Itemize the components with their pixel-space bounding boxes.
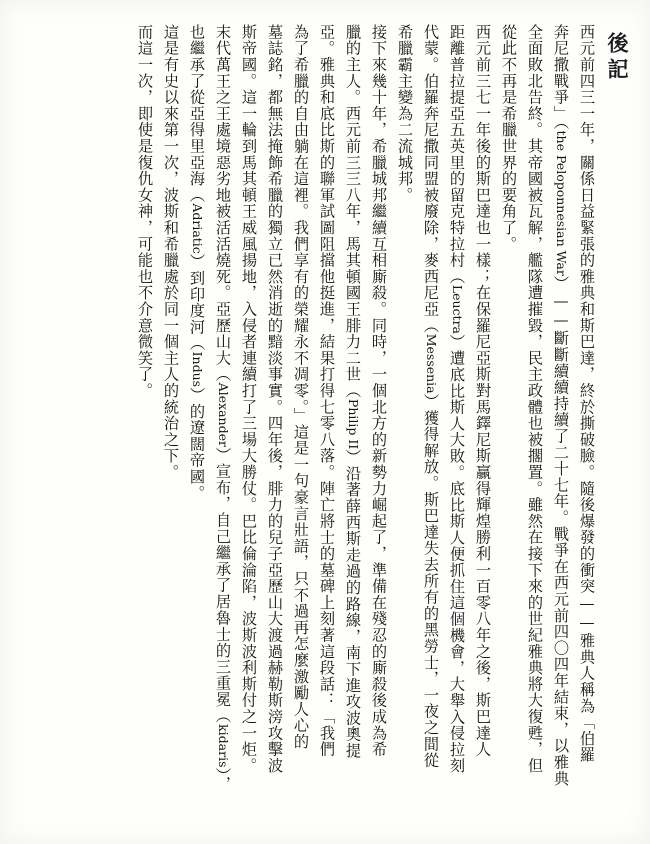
text-column: 代蒙。伯羅奔尼撒同盟被廢除，麥西尼亞（Messenia）獲得解放。斯巴達失去所有的黑勞士，一夜之間從	[422, 24, 440, 769]
inline-latin-term: Indus	[190, 351, 205, 388]
inline-latin-term: kidaris	[216, 724, 231, 768]
text-column: 奔尼撒戰爭」（the Peloponnesian War）——斷斷續續持續了二十七年。戰爭在西元前四〇四年結束，以雅典	[552, 24, 570, 787]
inline-latin-term: Alexander	[216, 382, 231, 447]
text-column: 臘的主人。西元前三三八年，馬其頓國王腓力二世（Philip II）沿著薛西斯走過的路線，南下進攻波奧提	[344, 24, 362, 759]
vertical-text-body	[16, 22, 634, 828]
text-column: 西元前三七一年後的斯巴達也一樣；在保羅尼亞斯對馬鐸尼斯贏得輝煌勝利一百零八年之後，斯巴達人	[474, 24, 492, 758]
text-column: 這是有史以來第一次，波斯和希臘處於同一個主人的統治之下。	[162, 24, 180, 481]
text-column: 末代萬王之王處境惡劣地被活活燒死。亞歷山大（Alexander）宣布，自己繼承了居魯士的三重冕（kidaris），	[214, 24, 232, 793]
text-column: 墓誌銘，都無法掩飾希臘的獨立已然消逝的黯淡事實。四年後，腓力的兒子亞歷山大渡過赫勒斯滂攻擊波	[266, 24, 284, 774]
inline-latin-term: Messenia	[424, 333, 439, 394]
inline-latin-term: Adriatic	[190, 203, 205, 254]
inline-latin-term: Philip II	[346, 398, 361, 450]
text-column: 西元前四三一年，關係日益緊張的雅典和斯巴達，終於撕破臉。隨後爆發的衝突——雅典人稱為「伯羅	[578, 24, 596, 764]
inline-latin-term: Leuctra	[450, 284, 465, 335]
text-column: 希臘霸主變為二流城邦。	[396, 24, 414, 204]
text-column: 為了希臘的自由躺在這裡。我們享有的榮耀永不凋零。」這是一句豪言壯語，只不過再怎麼激勵人心的	[292, 24, 310, 750]
text-column: 也繼承了從亞得里亞海（Adriatic）到印度河（Indus）的遼闊帝國。	[188, 24, 206, 502]
text-column: 而這一次，即使是復仇女神，可能也不介意微笑了。	[136, 24, 154, 399]
text-column: 斯帝國。這一輪到馬其頓王威風揚地，入侵者連續打了三場大勝仗。巴比倫淪陷，波斯波利斯付之一炬。	[240, 24, 258, 774]
text-column: 從此不再是希臘世界的要角了。	[500, 24, 518, 253]
text-column: 距離普拉提亞五英里的留克特拉村（Leuctra）遭底比斯人大敗。底比斯人便抓住這個機會，大舉入侵拉刻	[448, 24, 466, 775]
inline-latin-term: the Peloponnesian War	[554, 130, 569, 276]
text-column: 亞。雅典和底比斯的聯軍試圖阻擋他挺進，結果打得七零八落。陣亡將士的墓碑上刻著這段話：「我們	[318, 24, 336, 758]
text-column: 接下來幾十年，希臘城邦繼續互相廝殺。同時，一個北方的新勢力崛起了，準備在殘忍的廝殺後成為希	[370, 24, 388, 758]
page-title: 後記	[605, 32, 630, 84]
text-column: 全面敗北告終。其帝國被瓦解，艦隊遭摧毀，民主政體也被擱置。雖然在接下來的世紀雅典將大復甦，但	[526, 24, 544, 774]
